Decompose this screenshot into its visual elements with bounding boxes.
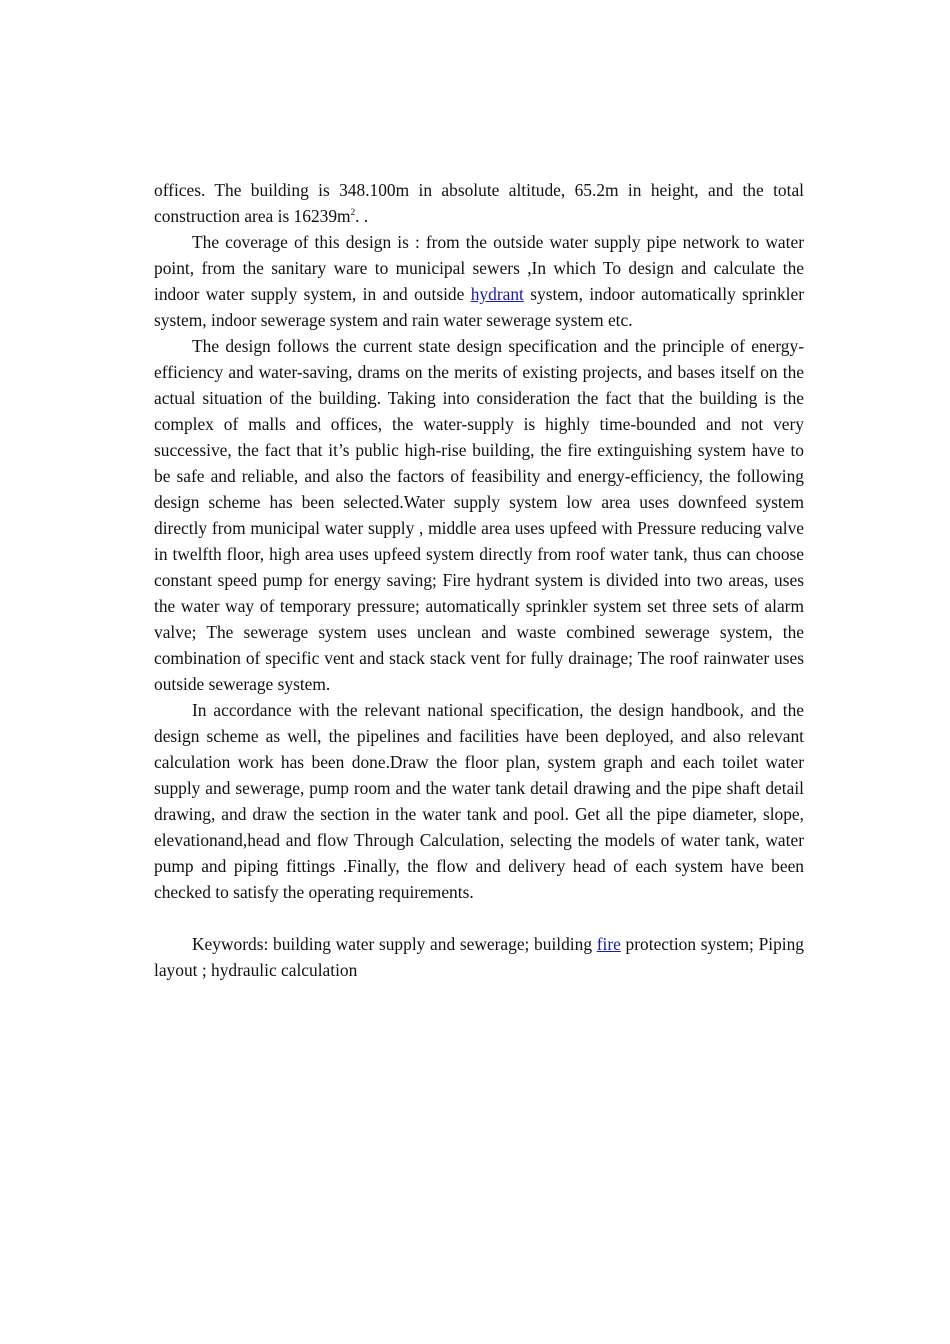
calculation-work-text: In accordance with the relevant national specification, the design handbook, and the design scheme as well, the pipelines and facilities have been deployed, and also relevant calculation work has been done.Draw the floor plan, system graph and each toilet water supply and sewerage, pump room and the water tank detail drawing and the pipe shaft detail drawing, and draw the section in the water tank and pool. Get all the pipe diameter, slope, elevationand,head and flow Through Calculation, selecting the models of water tank, water pump and piping fittings .Finally, the flow and delivery head of each system have been checked to satisfy the operating requirements.: [154, 700, 804, 902]
area-unit-superscript: 2: [350, 207, 356, 217]
keywords-text-end: protection system; Piping layout ; hydraulic calculation: [154, 934, 804, 980]
keywords-text-start: Keywords: building water supply and sewerage; building: [192, 934, 597, 954]
fire-link[interactable]: fire: [596, 934, 621, 954]
building-info-text: offices. The building is 348.100m in absolute altitude, 65.2m in height, and the total construction area is 16239m: [154, 180, 804, 226]
hydrant-link[interactable]: hydrant: [470, 284, 524, 304]
building-info-trailing: . .: [355, 206, 369, 226]
keywords-line: [154, 931, 804, 983]
paragraph-calculation-work: [154, 697, 804, 905]
coverage-text-end: system, indoor automatically sprinkler system, indoor sewerage system and rain water sewerage system etc.: [154, 284, 804, 330]
document-body: [154, 177, 804, 983]
paragraph-spacer: [154, 905, 804, 931]
coverage-text-start: The coverage of this design is : from the outside water supply pipe network to water point, from the sanitary ware to municipal sewers ,In which To design and calculate the indoor water supply system, in and outside: [154, 232, 804, 304]
paragraph-building-info: [154, 177, 804, 229]
paragraph-design-coverage: [154, 229, 804, 333]
design-scheme-text: The design follows the current state design specification and the principle of energy-efficiency and water-saving, drams on the merits of existing projects, and bases itself on the actual situation of the building. Taking into consideration the fact that the building is the complex of malls and offices, the water-supply is highly time-bounded and not very successive, the fact that it’s public high-rise building, the fire extinguishing system have to be safe and reliable, and also the factors of feasibility and energy-efficiency, the following design scheme has been selected.Water supply system low area uses downfeed system directly from municipal water supply , middle area uses upfeed with Pressure reducing valve in twelfth floor, high area uses upfeed system directly from roof water tank, thus can choose constant speed pump for energy saving; Fire hydrant system is divided into two areas, uses the water way of temporary pressure; automatically sprinkler system set three sets of alarm valve; The sewerage system uses unclean and waste combined sewerage system, the combination of specific vent and stack stack vent for fully drainage; The roof rainwater uses outside sewerage system.: [154, 336, 804, 694]
paragraph-design-scheme: [154, 333, 804, 697]
